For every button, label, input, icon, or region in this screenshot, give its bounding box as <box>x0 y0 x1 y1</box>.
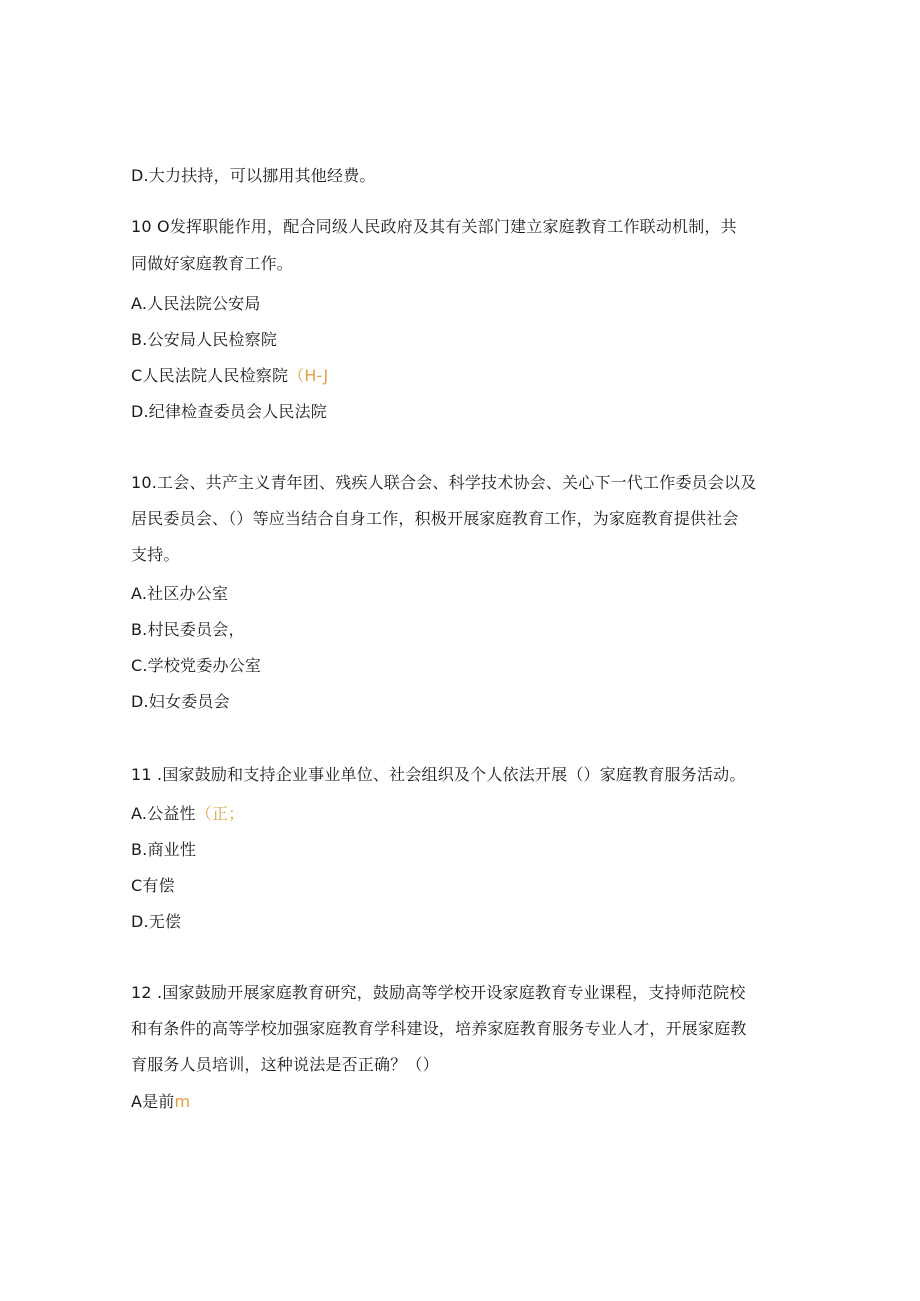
option-c <box>131 366 328 386</box>
option-c-text: C人民法院人民检察院 <box>131 366 289 385</box>
option-c: C有偿 <box>131 876 175 895</box>
option-a-text: A.公益性 <box>131 804 196 823</box>
question-stem: 12 .国家鼓励开展家庭教育研究，鼓励高等学校开设家庭教育专业课程，支持师范院校 <box>131 983 746 1002</box>
question-stem: 育服务人员培训，这种说法是否正确？（） <box>131 1055 439 1074</box>
question-stem: 11 .国家鼓励和支持企业事业单位、社会组织及个人依法开展（）家庭教育服务活动。 <box>131 765 746 784</box>
question-stem: 和有条件的高等学校加强家庭教育学科建设，培养家庭教育服务专业人才，开展家庭教 <box>131 1019 747 1038</box>
question-stem: 支持。 <box>131 545 180 564</box>
option-a <box>131 804 244 824</box>
answer-mark: （H-J <box>288 366 329 385</box>
answer-mark: m <box>174 1092 191 1111</box>
question-stem: 同做好家庭教育工作。 <box>131 254 294 273</box>
answer-mark: （正； <box>195 804 245 823</box>
option-b: B.村民委员会， <box>131 620 245 639</box>
option-c: C.学校党委办公室 <box>131 656 262 675</box>
question-stem: 居民委员会、（）等应当结合自身工作，积极开展家庭教育工作，为家庭教育提供社会 <box>131 509 739 528</box>
option-a: A.人民法院公安局 <box>131 294 261 313</box>
option-d: D.妇女委员会 <box>131 692 230 711</box>
option-a-text: A是前 <box>131 1092 175 1111</box>
question-stem: 10.工会、共产主义青年团、残疾人联合会、科学技术协会、关心下一代工作委员会以及 <box>131 473 757 492</box>
option-a <box>131 1092 190 1112</box>
question-stem: 10 O发挥职能作用，配合同级人民政府及其有关部门建立家庭教育工作联动机制，共 <box>131 217 737 236</box>
option-b: B.商业性 <box>131 840 197 859</box>
option-d: D.大力扶持，可以挪用其他经费。 <box>131 166 376 185</box>
option-d: D.无偿 <box>131 912 182 931</box>
option-b: B.公安局人民检察院 <box>131 330 278 349</box>
option-d: D.纪律检查委员会人民法院 <box>131 402 328 421</box>
option-a: A.社区办公室 <box>131 584 229 603</box>
